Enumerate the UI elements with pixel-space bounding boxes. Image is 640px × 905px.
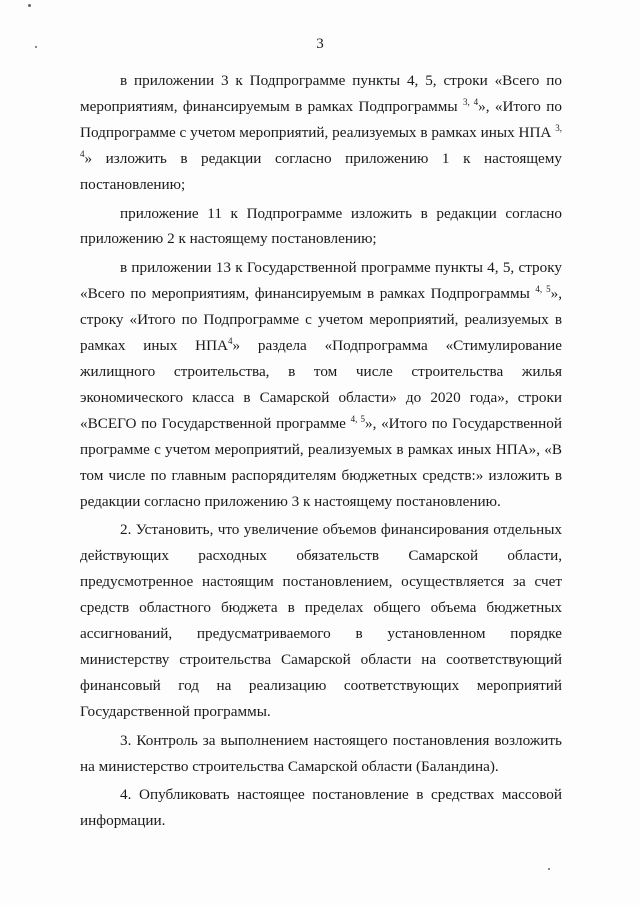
text-run: приложение 11 к Подпрограмме изложить в редакции согласно приложению 2 к настоящему постановлению; [80, 204, 562, 248]
footnote-ref: 3, 4 [463, 96, 479, 107]
scan-speck [28, 4, 31, 7]
document-body [80, 68, 562, 837]
footnote-ref: 4 [228, 336, 233, 347]
text-run: 4. Опубликовать настоящее постановление в средствах массовой информации. [80, 786, 562, 830]
paragraph-appendix-11 [80, 201, 562, 253]
text-run: » изложить в редакции согласно приложению 1 к настоящему постановлению; [80, 149, 562, 193]
text-run: » раздела «Подпрограмма «Стимулирование жилищного строительства, в том числе строительства жилья экономического класса в Самарской области» до 2020 года», строки «ВСЕГО по Государственной программе [80, 337, 562, 432]
text-run: 3. Контроль за выполнением настоящего постановления возложить на министерство строительства Самарской области (Баландина). [80, 731, 562, 775]
paragraph-item-3 [80, 728, 562, 780]
text-run: », «Итого по Подпрограмме с учетом мероприятий, реализуемых в рамках иных НПА [80, 97, 563, 141]
text-run: », «Итого по Государственной программе с учетом мероприятий, реализуемых в рамках иных НПА», «В том числе по главным распорядителям бюджетных средств:» изложить в редакции согласно приложению 3 к настоящему постановлению. [80, 414, 563, 510]
text-run: 2. Установить, что увеличение объемов финансирования отдельных действующих расходных обязательств Самарской области, предусмотренное настоящим постановлением, осуществляется за счет средств областного бюджета в пределах общего объема бюджетных ассигнований, предусматриваемого в установленном порядке министерству строительства Самарской области на соответствующий финансовый год на реализацию соответствующих мероприятий Государственной программы. [80, 521, 562, 720]
text-run: в приложении 13 к Государственной программе пункты 4, 5, строку «Всего по мероприятиям, финансируемым в рамках Подпрограммы [80, 259, 562, 303]
paragraph-item-4 [80, 782, 562, 834]
paragraph-appendix-13 [80, 255, 562, 514]
text-run: », строку «Итого по Подпрограмме с учетом мероприятий, реализуемых в рамках иных НПА [80, 285, 563, 355]
footnote-ref: 4, 5 [535, 284, 551, 295]
paragraph-appendix-3 [80, 68, 562, 198]
page-number: 3 [316, 36, 324, 52]
footnote-ref: 4, 5 [350, 413, 365, 424]
text-run: в приложении 3 к Подпрограмме пункты 4, 5, строки «Всего по мероприятиям, финансируемым в рамках Подпрограммы [80, 72, 562, 115]
paragraph-item-2 [80, 517, 562, 724]
footnote-ref: 3, 4 [80, 122, 562, 159]
scan-speck [548, 868, 550, 870]
